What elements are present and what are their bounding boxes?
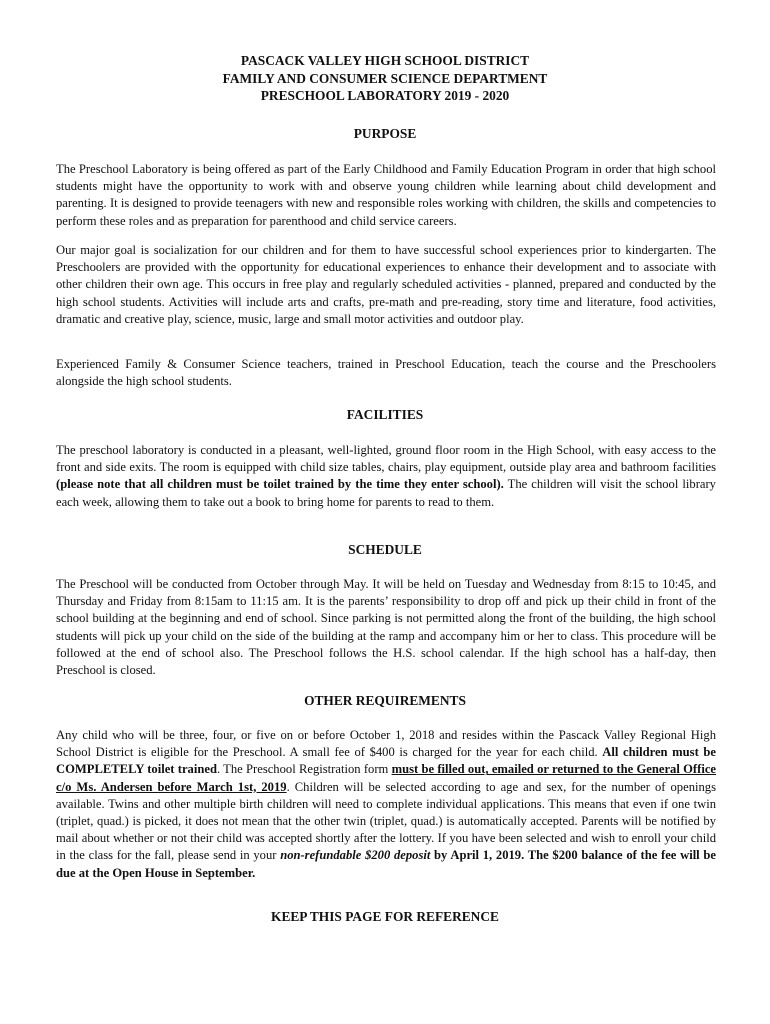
toilet-trained-requirement: All children must be COMPLETELY toilet trained [56, 745, 716, 777]
registration-deadline: must be filled out, emailed or returned to the General Office c/o Ms. Andersen before March 1st, 2019 [56, 762, 717, 794]
facilities-toilet-note: (please note that all children must be toilet trained by the time they enter school). [56, 477, 504, 492]
registration-text: . The Preschool Registration form [216, 762, 392, 777]
facilities-text-a: The preschool laboratory is conducted in a pleasant, well-lighted, ground floor room in the High School, with easy access to the front and side exits. The room is equipped with child size tables, chairs, play equipment, outside play area and bathroom facilities [56, 443, 716, 475]
purpose-heading: PURPOSE [353, 126, 417, 141]
department-title: FAMILY AND CONSUMER SCIENCE DEPARTMENT [222, 70, 548, 86]
purpose-paragraph-3: Experienced Family & Consumer Science teachers, trained in Preschool Education, teach the course and the Preschoolers alongside the high school students. [56, 357, 716, 389]
eligibility-text: Any child who will be three, four, or five on or before October 1, 2018 and resides within the Pascack Valley Regional High School District is eligible for the Preschool. A small fee of $400 is charged for the year for each child. [56, 728, 716, 760]
deposit-note: non-refundable $200 deposit [280, 848, 431, 863]
facilities-paragraph [56, 442, 716, 511]
facilities-heading: FACILITIES [346, 407, 424, 422]
facilities-text-b: The children will visit the school library each week, allowing them to take out a book to bring home for parents to read to them. [56, 477, 716, 509]
deposit-deadline: by April 1, 2019. The $200 balance of the fee will be due at the Open House in September. [56, 848, 716, 880]
program-title: PRESCHOOL LABORATORY 2019 - 2020 [260, 88, 510, 103]
purpose-paragraph-2: Our major goal is socialization for our children and for them to have successful school experiences prior to kindergarten. The Preschoolers are provided with the opportunity for educational experiences to enhance their development and to associate with other children their own age. This occurs in free play and regularly scheduled activities - planned, prepared and conducted by the high school students. Activities will include arts and crafts, pre-math and pre-reading, story time and literature, food activities, dramatic and creative play, science, music, large and small motor activities and outdoor play. [56, 243, 716, 326]
district-title: PASCACK VALLEY HIGH SCHOOL DISTRICT [240, 53, 530, 68]
keep-page-notice: KEEP THIS PAGE FOR REFERENCE [271, 909, 499, 924]
document-header [0, 52, 770, 105]
schedule-heading: SCHEDULE [348, 542, 422, 557]
other-requirements-paragraph [56, 727, 716, 882]
other-requirements-heading: OTHER REQUIREMENTS [304, 693, 466, 708]
schedule-paragraph: The Preschool will be conducted from October through May. It will be held on Tuesday and Wednesday from 8:15 to 10:45, and Thursday and Friday from 8:15am to 11:15 am. It is the parents’ responsibility to drop off and pick up their child in front of the school building at the beginning and end of school. Since parking is not permitted along the front of the building, the high school students will pick up your child on the side of the building at the ramp and accompany him or her to class. This procedure will be followed at the end of school also. The Preschool follows the H.S. school calendar. If the high school has a half-day, then Preschool is closed. [56, 577, 716, 678]
selection-text: . Children will be selected according to age and sex, for the number of openings available. Twins and other multiple birth children will need to complete individual applications. This means that even if one twin (triplet, quad.) is picked, it does not mean that the other twin (triplet, quad.) is automatically accepted. Parents will be notified by mail about whether or not their child was accepted shortly after the lottery. If you have been selected and wish to enroll your child in the class for the fall, please send in your [56, 779, 716, 863]
purpose-paragraph-1: The Preschool Laboratory is being offered as part of the Early Childhood and Family Education Program in order that high school students might have the opportunity to work with and observe young children while learning about child development and parenting. It is designed to provide teenagers with new and responsible roles working with children, the skills and competencies to perform these roles and as preparation for parenthood and child service careers. [56, 162, 716, 228]
